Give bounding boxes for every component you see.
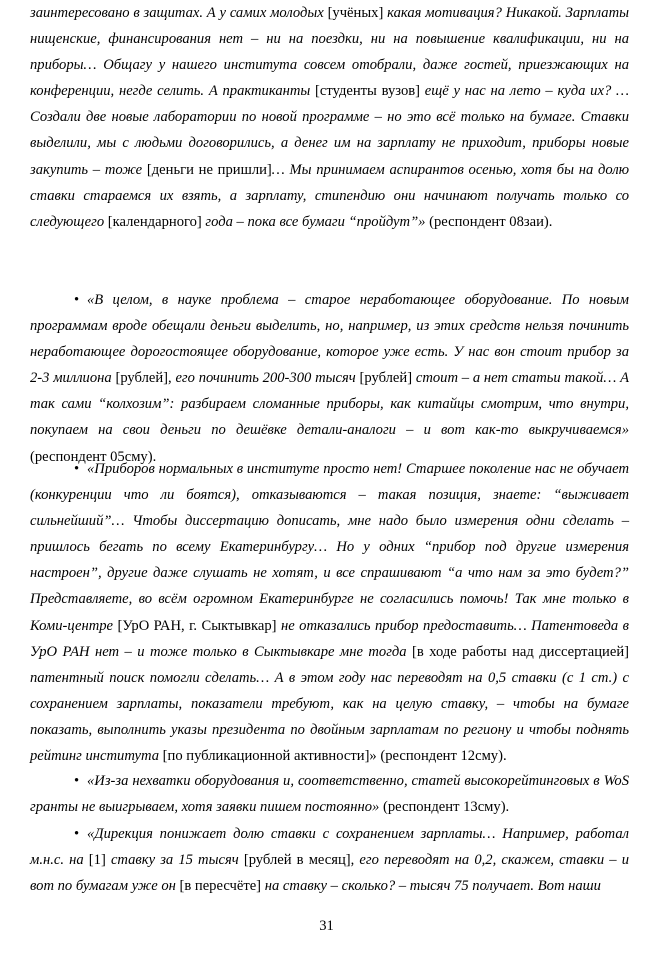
editorial-note: (респондент 13сму).: [382, 799, 510, 816]
editorial-note: [в пересчёте]: [179, 878, 265, 895]
editorial-note: [1]: [88, 852, 111, 869]
editorial-note: [УрО РАН, г. Сыктывкар]: [117, 617, 281, 634]
editorial-note: [в ходе работы над диссертацией]: [412, 643, 629, 660]
editorial-note: [учёных]: [327, 5, 388, 21]
quote-text: заинтересовано в защитах. А у самих молодых: [30, 5, 328, 21]
editorial-note: (респондент 05сму).: [30, 448, 157, 465]
editorial-note: [рублей],: [115, 370, 176, 387]
bullet-marker: •: [74, 461, 80, 477]
page-number: 31: [319, 918, 334, 934]
editorial-note: (респондент 08заи).: [429, 213, 553, 230]
bullet-marker: •: [74, 773, 80, 789]
paragraph-continuation: [30, 0, 629, 235]
editorial-note: [календарного]: [107, 213, 206, 230]
quote-text: патентный поиск помогли сделать… А в этом году нас переводят на 0,5 ставки (с 1 ст.) с сохранением зарплаты, показатели требуют, как на целую ставку, – чтобы на бумаге показать, выполнить указы президента по двойным зарплатам по региону и чтобы поднять рейтинг института: [30, 669, 629, 765]
editorial-note: [студенты вузов]: [315, 83, 425, 100]
editorial-note: [деньги не пришли]: [146, 161, 272, 178]
quote-text: года – пока все бумаги “пройдут”»: [205, 213, 430, 230]
quote-text: на ставку – сколько? – тысяч 75 получает. Вот наши: [264, 878, 601, 895]
bullet-marker: •: [74, 292, 80, 308]
quote-text: какая мотивация? Никакой. Зарплаты нищенские, финансирования нет – ни на поездки, ни на повышение квалификации, ни на приборы… Общагу у нашего института совсем отобрали, даже гостей, приезжающих на конференции, негде селить. А практиканты: [30, 5, 629, 100]
quote-text: «В целом, в науке проблема – старое неработающее оборудование. По новым программам вроде обещали деньги выделить, но, например, из этих средств нельзя починить неработающее дорогостоящее оборудование, которое уже есть. У нас вон стоит прибор за 2-3 миллиона: [30, 292, 629, 387]
quote-text: «Из-за нехватки оборудования и, соответственно, статей высокорейтинговых в WoS гранты не выигрываем, хотя заявки пишем постоянно»: [30, 773, 629, 816]
editorial-note: [рублей]: [359, 370, 416, 387]
quote-text: ставку за 15 тысяч: [110, 852, 244, 869]
editorial-note: [рублей в месяц],: [243, 852, 360, 869]
quote-bullet-directorate: [30, 821, 629, 899]
quote-text: ещё у нас на лето – куда их? … Создали две новые лаборатории по новой программе – но это всё только на бумаге. Ставки выделили, мы с людьми договорились, а денег им на зарплату не приходит, приборы новые закупить – тоже: [30, 83, 629, 178]
quote-text: «Приборов нормальных в институте просто нет! Старшее поколение нас не обучает (конкуренции что ли боятся), отказываются – такая позиция, знаете: “выживает сильнейший”… Чтобы диссертацию дописать, мне надо было измерения одни сделать – пришлось бегать по всему Екатеринбургу… Но у одних “прибор под другие измерения настроен”, другие даже слушать не хотят, и все спрашивают “а что нам за это будет?” Представляете, во всём огромном Екатеринбурге не согласились помочь! Так мне только в Коми-центре: [30, 461, 629, 634]
quote-text: «Дирекция понижает долю ставки с сохранением зарплаты… Например, работал м.н.с. на: [30, 826, 629, 869]
quote-text: стоит – а нет статьи такой… А так сами “колхозим”: разбираем сломанные приборы, как китайцы смотрим, что внутри, покупаем на свои деньги по дешёвке детали-аналоги – и вот как-то выкручиваемся»: [30, 370, 630, 439]
quote-text: его починить 200-300 тысяч: [175, 370, 360, 387]
editorial-note: [по публикационной активности]» (респондент 12сму).: [162, 748, 507, 765]
quote-text: его переводят на 0,2, скажем, ставки – и вот по бумагам уже он: [30, 852, 629, 895]
quote-bullet-05smu: [30, 287, 629, 470]
quote-text: … Мы принимаем аспирантов осенью, хотя бы на долю ставки стараемся их взять, а зарплату, стипендию они начинают получать только со следующего: [30, 161, 629, 230]
quote-bullet-12smu: [30, 456, 629, 769]
bullet-marker: •: [74, 826, 80, 842]
quote-text: не отказались прибор предоставить… Патентоведа в УрО РАН нет – и тоже только в Сыктывкаре мне тогда: [30, 617, 629, 660]
quote-bullet-13smu: [30, 768, 629, 820]
